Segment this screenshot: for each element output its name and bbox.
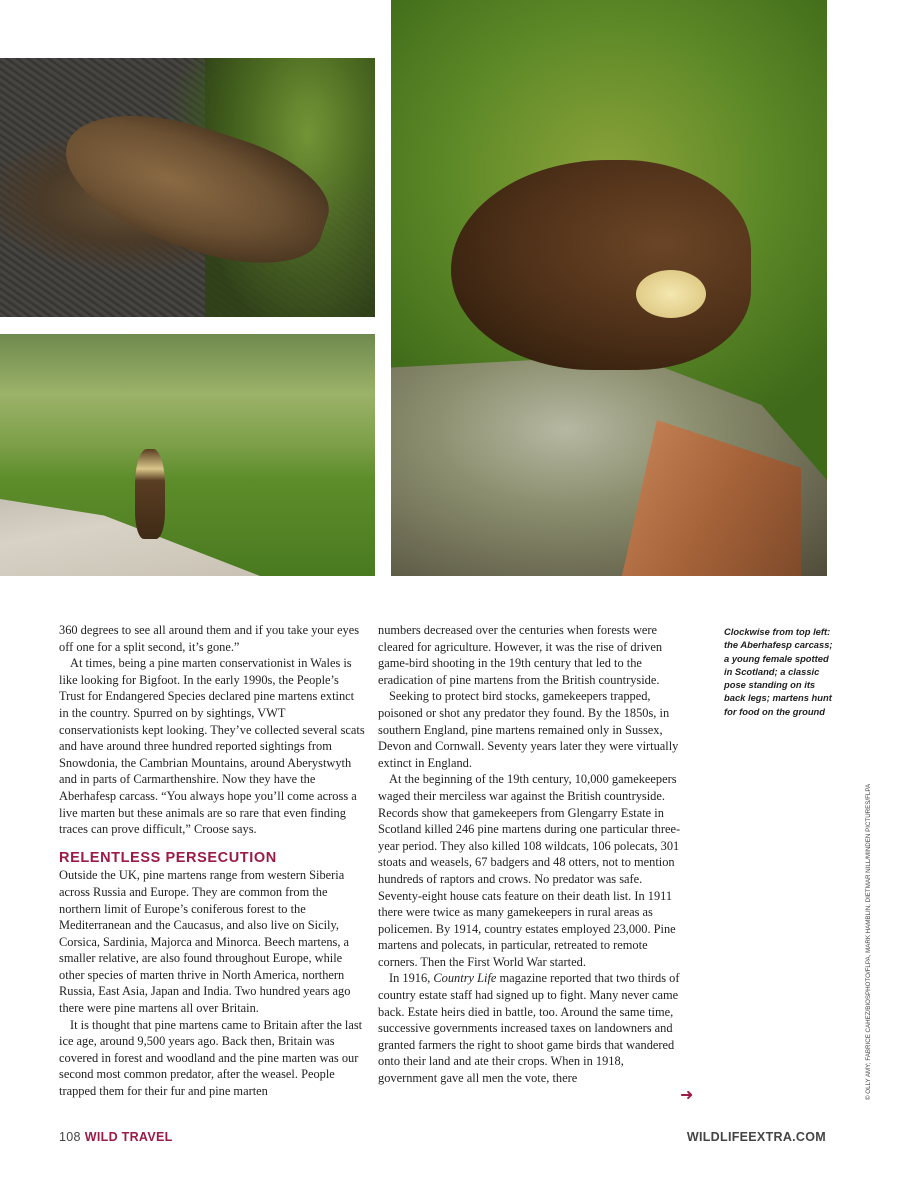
photo-marten-body [451,160,751,370]
page-number: 108 [59,1130,81,1144]
paragraph: It is thought that pine martens came to Britain after the last ice age, around 9,500 years ago. Back then, Britain was covered in forest and woodland and the pine marten was our second most common predator, after the weasel. People trapped them for their fur and pine marten [59,1017,363,1099]
text-run: In 1916, [389,971,434,986]
photo-credit: © OLLY AMY; FABRICE CAHEZ/BIOSPHOTO/FLPA, MARK HAMBLIN, DIETMAR NILL/MINDEN PICTURES/FLPA [865,783,872,1100]
photo-marten-on-branch [391,0,827,576]
paragraph: Outside the UK, pine martens range from western Siberia across Russia and Europe. They are common from the northern limit of Europe’s coniferous forest to the Mediterranean and the Caucasus, and also live on Sicily, Corsica, Sardinia, Majorca and Minorca. Beech martens, a smaller relative, are also found throughout Europe, while other species of marten thrive in North America, northern Russia, East Asia, Japan and India. Two hundred years ago there were pine martens all over Britain. [59,868,351,1016]
paragraph: Seeking to protect bird stocks, gamekeepers trapped, poisoned or shot any predator they found. By the 1850s, in southern England, pine martens remained only in Sussex, Devon and Cornwall. Seventy years later they were virtually extinct in England. [378,689,679,770]
text-run: magazine reported that two thirds of country estate staff had signed up to fight. Many never came back. Estate heirs died in battle, too. Around the same time, successive governments increased taxes on landowners and granted farmers the right to shoot game birds that wandered onto their land and ate their crops. When in 1918, government gave all men the vote, there [378,971,680,1086]
website-footer: WILDLIFEEXTRA.COM [686,1130,826,1144]
photo-caption: Clockwise from top left: the Aberhafesp carcass; a young female spotted in Scotland; a classic pose standing on its back legs; martens hunt for food on the ground [724,626,833,717]
page-footer-left [59,1130,173,1144]
section-name: WILD TRAVEL [84,1130,173,1144]
article-column-middle [378,622,684,1087]
section-subhead: RELENTLESS PERSECUTION [59,849,277,866]
paragraph: At times, being a pine marten conservationist in Wales is like looking for Bigfoot. In the early 1990s, the People’s Trust for Endangered Species declared pine martens extinct in the country. Spurred on by sightings, VWT conservationists kept looking. They’ve collected several scats and have around three hundred reported sightings from Snowdonia, the Cambrian Mountains, around Aberystwyth and in parts of Carmarthenshire. Now they have the Aberhafesp carcass. “You always hope you’ll come across a live marten but these animals are so rare that even finding traces can prove difficult,” Croose says. [59,656,365,837]
publication-title: Country Life [433,971,497,986]
paragraph: 360 degrees to see all around them and if you take your eyes off one for a split second, it’s gone.” [59,623,360,654]
photo-marten-carcass [0,58,375,317]
photo-standing-marten [135,449,165,539]
photo-marten-bib [636,270,706,318]
paragraph: At the beginning of the 19th century, 10,000 gamekeepers waged their merciless war against the British countryside. Records show that gamekeepers from Glengarry Estate in Scotland killed 246 pine martens during one particular three-year period. They also killed 108 wildcats, 106 polecats, 301 stoats and weasels, 67 badgers and 48 otters, not to mention hundreds of raptors and crows. No predator was safe. Seventy-eight house cats feature on their death list. In 1911 there were twice as many gamekeepers in rural areas as policemen. By 1914, country estates employed 23,000. Pine martens and polecats, in particular, retreated to remote corners. Then the First World War started. [378,772,681,969]
photo-gravel-path [0,466,260,576]
photo-marten-standing-on-path [0,334,375,576]
paragraph: numbers decreased over the centuries when forests were cleared for agriculture. However, it was the rise of driven game-bird shooting in the 19th century that led to the eradication of pine martens from the British countryside. [378,623,663,687]
continue-arrow-icon: ➜ [680,1085,694,1104]
article-column-left [59,622,365,1100]
paragraph [378,970,684,1086]
